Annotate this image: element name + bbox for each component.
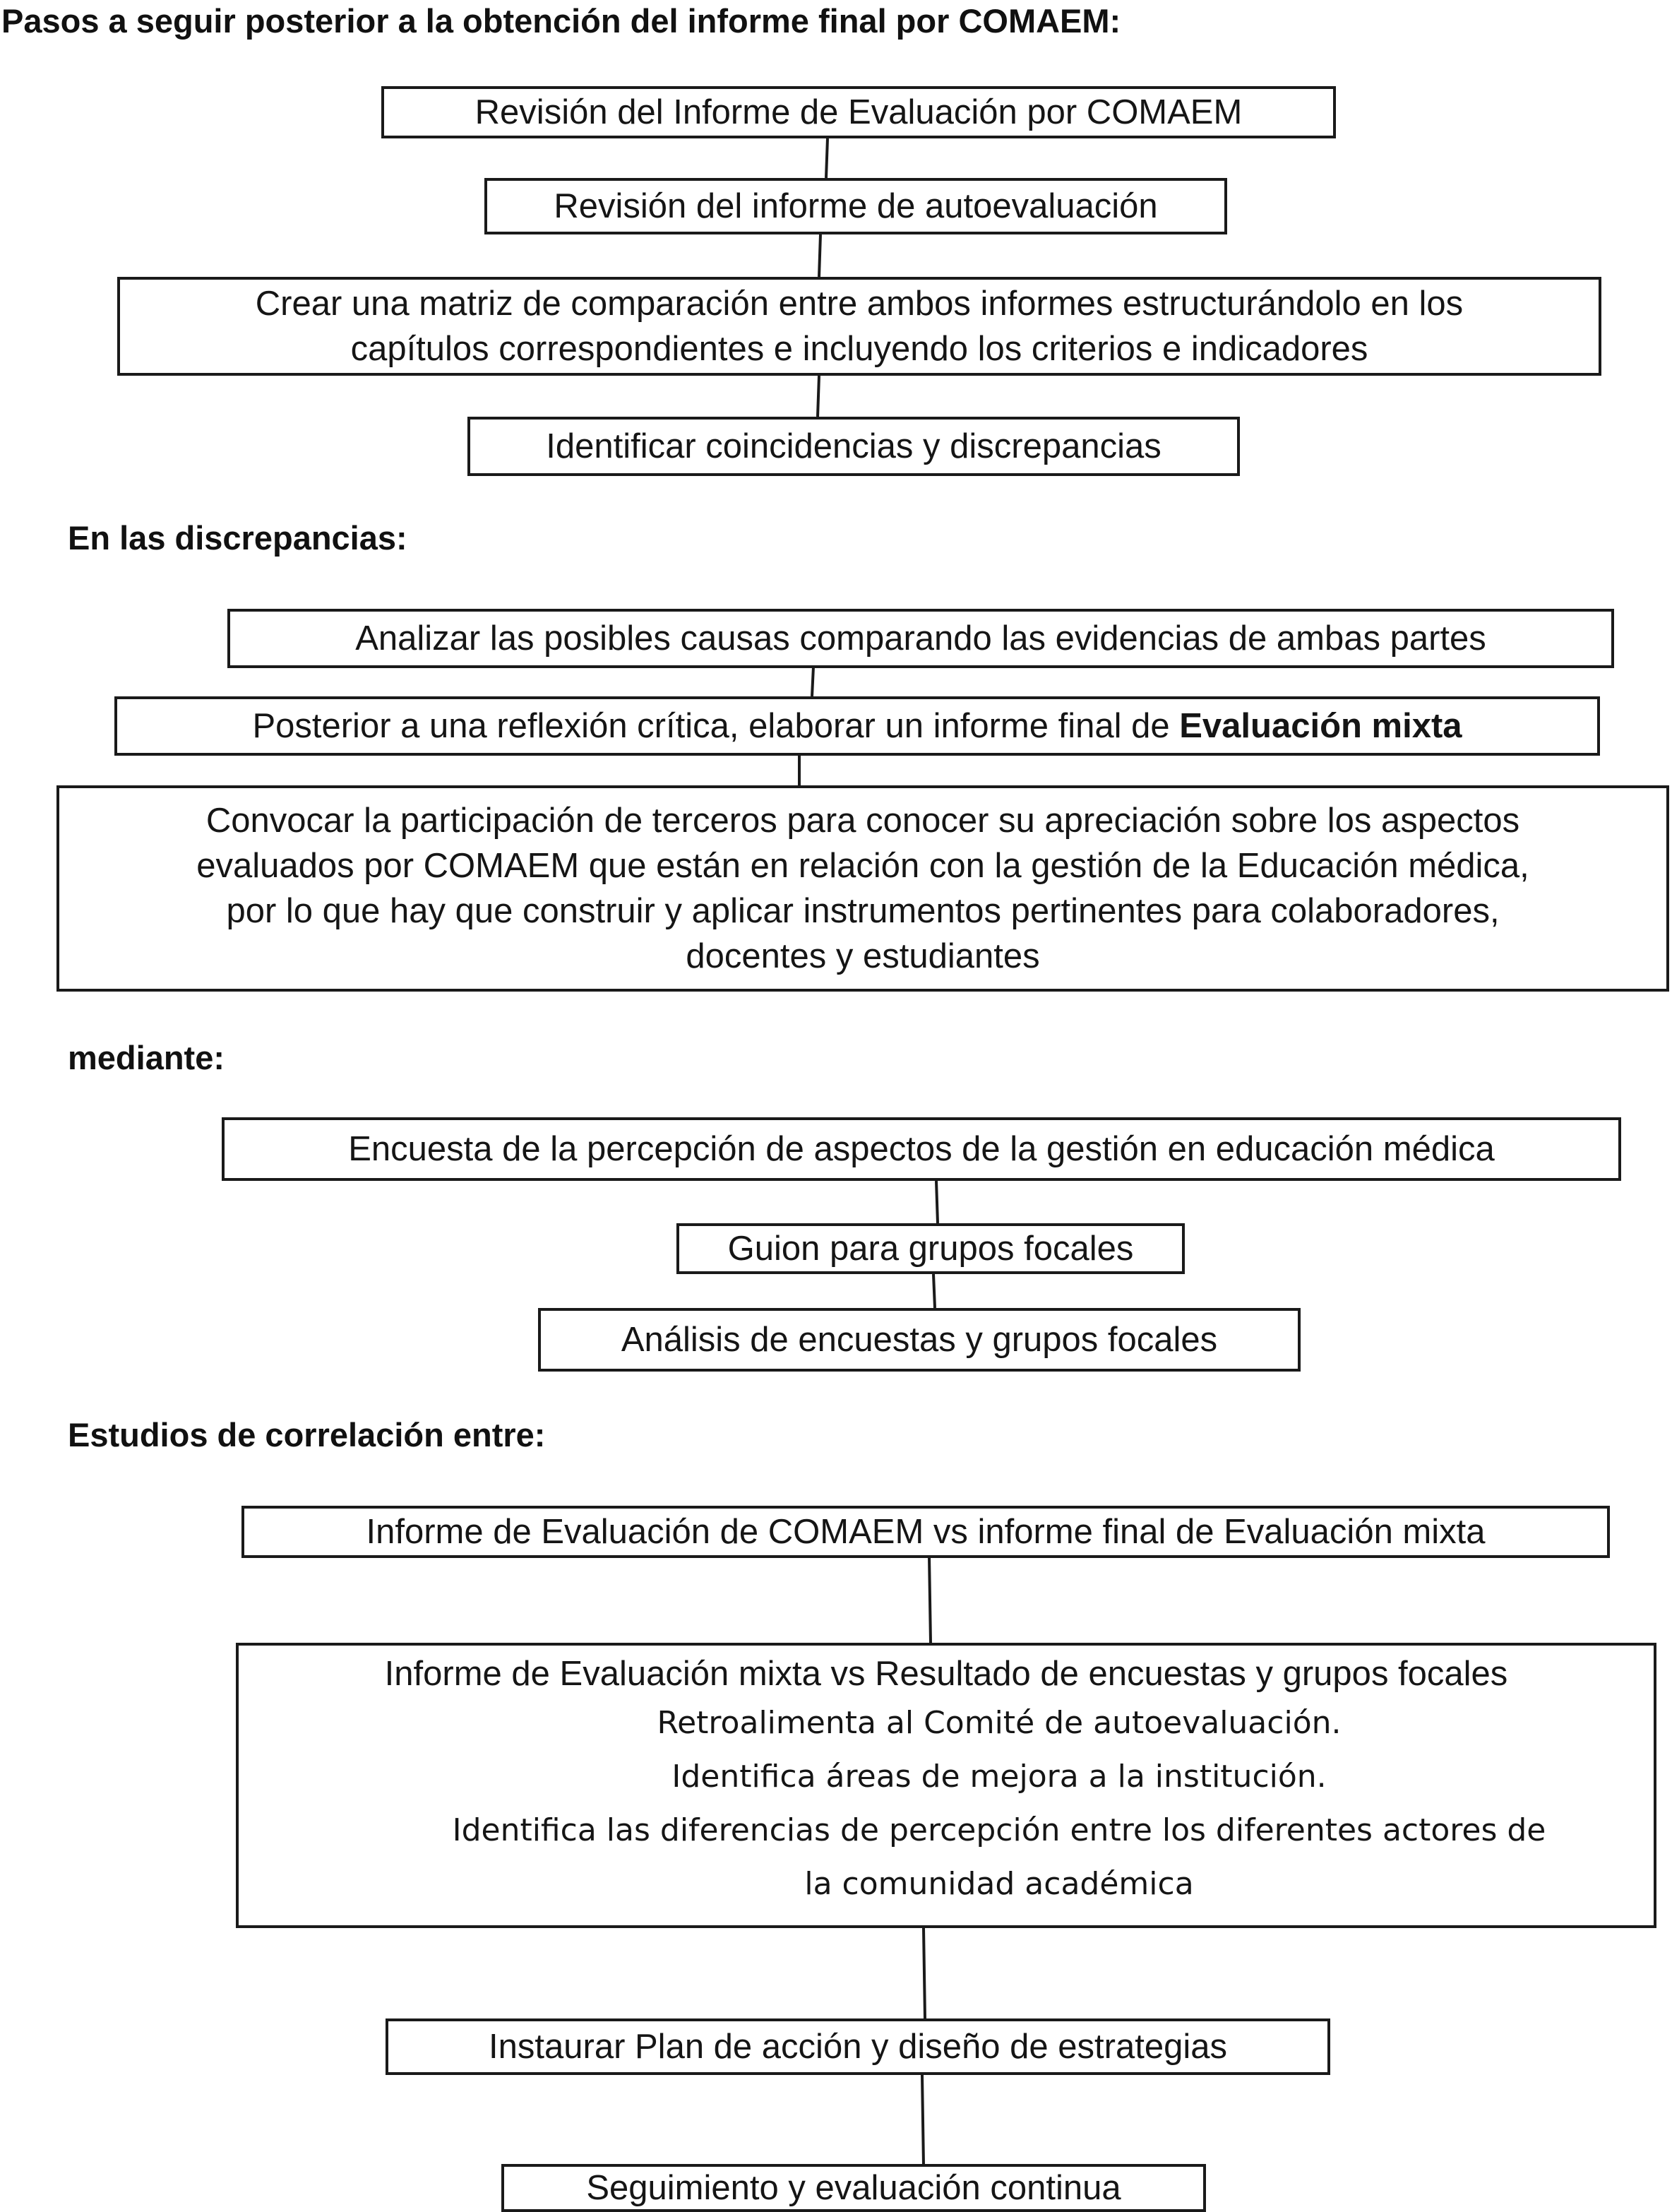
- step-crear-matriz-line2: capítulos correspondientes e incluyendo los criterios e indicadores: [350, 330, 1368, 368]
- step-seguimiento-text: Seguimiento y evaluación continua: [586, 2169, 1121, 2207]
- step-informe-comaem-vs-mixta-text: Informe de Evaluación de COMAEM vs informe final de Evaluación mixta: [366, 1513, 1486, 1551]
- outcome-diferencias-line1: Identifica las diferencias de percepción entre los diferentes actores de: [452, 1812, 1546, 1848]
- step-convocar-line1: Convocar la participación de terceros para conocer su apreciación sobre los aspectos: [205, 802, 1520, 840]
- step-revision-comaem: [381, 86, 1336, 138]
- step-revision-autoevaluacion-text: Revisión del informe de autoevaluación: [554, 187, 1158, 225]
- step-crear-matriz: [117, 277, 1601, 376]
- heading-estudios: Estudios de correlación entre:: [68, 1416, 546, 1453]
- connector-7: [933, 1274, 935, 1308]
- step-seguimiento: [501, 2164, 1206, 2212]
- step-guion-grupos-focales: [676, 1223, 1185, 1274]
- step-informe-evaluacion-mixta-text: [252, 703, 1462, 749]
- connector-2: [819, 234, 820, 277]
- step-identificar-text: Identificar coincidencias y discrepancias: [546, 427, 1162, 465]
- step-analisis-encuestas-text: Análisis de encuestas y grupos focales: [621, 1321, 1218, 1359]
- step-plan-accion-text: Instaurar Plan de acción y diseño de estrategias: [489, 2028, 1227, 2066]
- step-convocar-line2: evaluados por COMAEM que están en relación con la gestión de la Educación médica,: [196, 847, 1529, 885]
- outcome-areas-mejora: Identifica áreas de mejora a la institución.: [671, 1759, 1327, 1795]
- connector-1: [826, 138, 828, 178]
- connector-8: [929, 1557, 931, 1643]
- step-informe-evaluacion-mixta: [114, 696, 1600, 756]
- step-convocar-line4: docentes y estudiantes: [686, 937, 1040, 975]
- step-guion-grupos-focales-text: Guion para grupos focales: [727, 1230, 1134, 1268]
- step-plan-accion: [386, 2018, 1330, 2075]
- outcome-diferencias-line2: la comunidad académica: [804, 1866, 1194, 1902]
- step-mixta-vs-encuestas: [236, 1643, 1656, 1928]
- step-informe-prefix: Posterior a una reflexión crítica, elaborar un informe final de: [252, 707, 1180, 745]
- step-analisis-encuestas: [538, 1308, 1301, 1372]
- step-mixta-vs-encuestas-text: Informe de Evaluación mixta vs Resultado de encuestas y grupos focales: [384, 1655, 1508, 1693]
- step-encuesta-percepcion: [222, 1117, 1621, 1181]
- step-revision-autoevaluacion: [484, 178, 1227, 234]
- step-analizar-causas: [227, 609, 1614, 668]
- connector-6: [936, 1181, 938, 1223]
- connector-10: [922, 2075, 924, 2165]
- heading-discrepancias: En las discrepancias:: [68, 519, 407, 557]
- step-analizar-causas-text: Analizar las posibles causas comparando las evidencias de ambas partes: [355, 619, 1486, 658]
- heading-mediante: mediante:: [68, 1039, 225, 1076]
- step-informe-bold: Evaluación mixta: [1179, 707, 1462, 745]
- step-revision-comaem-text: Revisión del Informe de Evaluación por COMAEM: [474, 93, 1243, 131]
- step-convocar-terceros: [56, 785, 1669, 992]
- step-informe-comaem-vs-mixta: [241, 1506, 1610, 1558]
- connector-4: [812, 667, 813, 696]
- connector-3: [818, 376, 819, 417]
- diagram-title: Pasos a seguir posterior a la obtención del informe final por COMAEM:: [1, 2, 1121, 40]
- connector-9: [924, 1928, 925, 2018]
- step-encuesta-percepcion-text: Encuesta de la percepción de aspectos de la gestión en educación médica: [348, 1130, 1495, 1168]
- step-convocar-line3: por lo que hay que construir y aplicar instrumentos pertinentes para colaboradores,: [226, 892, 1500, 930]
- step-crear-matriz-line1: Crear una matriz de comparación entre ambos informes estructurándolo en los: [255, 285, 1464, 323]
- step-identificar: [467, 417, 1240, 476]
- outcome-retroalimenta: Retroalimenta al Comité de autoevaluación.: [657, 1705, 1342, 1741]
